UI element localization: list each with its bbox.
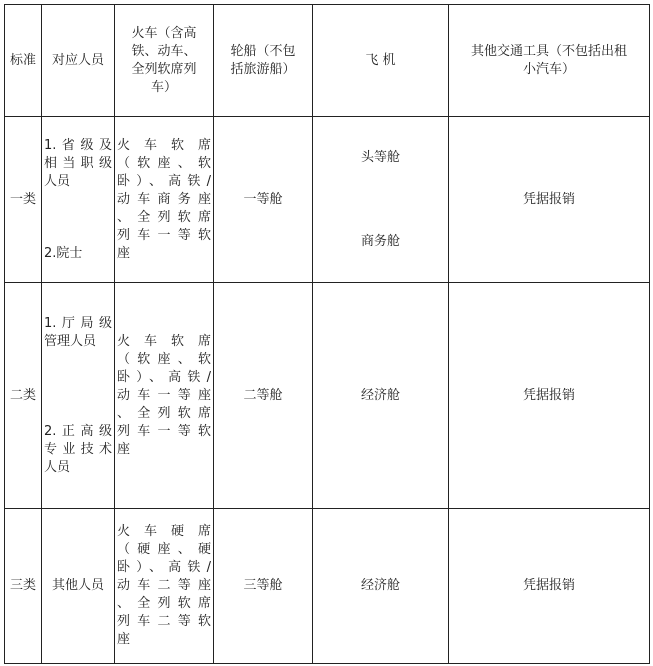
train-line: 动车商务座 bbox=[117, 191, 211, 207]
train-line: 座 bbox=[117, 441, 131, 457]
table-row bbox=[5, 283, 650, 509]
personnel-line: 专业技术 bbox=[44, 441, 112, 457]
header-train-line: 车） bbox=[150, 79, 177, 95]
header-train-line: 火车（含高 bbox=[131, 25, 197, 41]
train-line: 卧）、高铁/ bbox=[117, 173, 211, 189]
other-cell: 凭据报销 bbox=[449, 509, 650, 664]
plane-cell: 经济舱 bbox=[313, 509, 449, 664]
train-line: （软座、软 bbox=[117, 155, 211, 171]
header-train bbox=[115, 5, 214, 117]
train-line: 动车一等座 bbox=[117, 387, 211, 403]
plane-first-class: 头等舱 bbox=[360, 149, 400, 165]
train-line: （软座、软 bbox=[117, 351, 211, 367]
personnel-line: 相当职级 bbox=[44, 155, 112, 171]
personnel-cell bbox=[42, 117, 115, 283]
personnel-line: 1.省级及 bbox=[44, 137, 112, 153]
train-line: 座 bbox=[117, 245, 131, 261]
train-line: 、全列软席 bbox=[117, 596, 211, 611]
personnel-cell: 其他人员 bbox=[42, 509, 115, 664]
ship-cell: 二等舱 bbox=[214, 283, 313, 509]
table-row bbox=[5, 117, 650, 283]
train-line: 、全列软席 bbox=[117, 209, 211, 225]
train-line: 卧）、高铁/ bbox=[117, 369, 211, 385]
personnel-line: 人员 bbox=[44, 459, 71, 475]
header-other bbox=[449, 5, 650, 117]
other-cell: 凭据报销 bbox=[449, 283, 650, 509]
train-line: （硬座、硬 bbox=[117, 542, 211, 557]
header-other-line: 小汽车） bbox=[522, 61, 575, 77]
personnel-line: 管理人员 bbox=[44, 333, 97, 349]
train-line: 列车一等软 bbox=[117, 227, 211, 243]
header-standard: 标准 bbox=[5, 5, 42, 117]
train-line: 火车软席 bbox=[117, 333, 211, 349]
train-line: 动车二等座 bbox=[117, 578, 211, 593]
other-cell: 凭据报销 bbox=[449, 117, 650, 283]
personnel-line: 人员 bbox=[44, 173, 71, 189]
header-row bbox=[5, 5, 650, 117]
class-cell: 三类 bbox=[5, 509, 42, 664]
ship-cell: 一等舱 bbox=[214, 117, 313, 283]
train-line: 卧）、高铁/ bbox=[117, 560, 211, 575]
class-cell: 二类 bbox=[5, 283, 42, 509]
header-personnel: 对应人员 bbox=[42, 5, 115, 117]
train-cell bbox=[115, 117, 214, 283]
header-other-line: 其他交通工具（不包括出租 bbox=[470, 43, 627, 59]
header-ship-line: 轮船（不包 bbox=[230, 43, 296, 59]
header-ship-line: 括旅游船） bbox=[230, 61, 296, 77]
plane-cell bbox=[313, 117, 449, 283]
train-line: 火车硬席 bbox=[117, 524, 211, 539]
table-row bbox=[5, 509, 650, 664]
travel-standards-table bbox=[4, 4, 650, 664]
train-line: 列车一等软 bbox=[117, 423, 211, 439]
train-cell bbox=[115, 283, 214, 509]
train-line: 列车二等软 bbox=[117, 614, 211, 629]
personnel-cell bbox=[42, 283, 115, 509]
train-line: 、全列软席 bbox=[117, 405, 211, 421]
plane-business-class: 商务舱 bbox=[360, 233, 400, 249]
train-line: 座 bbox=[117, 632, 131, 647]
personnel-line: 1.厅局级 bbox=[44, 315, 112, 331]
personnel-line: 2.院士 bbox=[44, 245, 83, 261]
plane-cell: 经济舱 bbox=[313, 283, 449, 509]
header-train-line: 铁、动车、 bbox=[131, 43, 197, 59]
class-cell: 一类 bbox=[5, 117, 42, 283]
header-train-line: 全列软席列 bbox=[131, 61, 197, 77]
header-plane: 飞 机 bbox=[313, 5, 449, 117]
personnel-line: 2.正高级 bbox=[44, 423, 112, 439]
ship-cell: 三等舱 bbox=[214, 509, 313, 664]
train-cell bbox=[115, 509, 214, 664]
header-ship bbox=[214, 5, 313, 117]
train-line: 火车软席 bbox=[117, 137, 211, 153]
